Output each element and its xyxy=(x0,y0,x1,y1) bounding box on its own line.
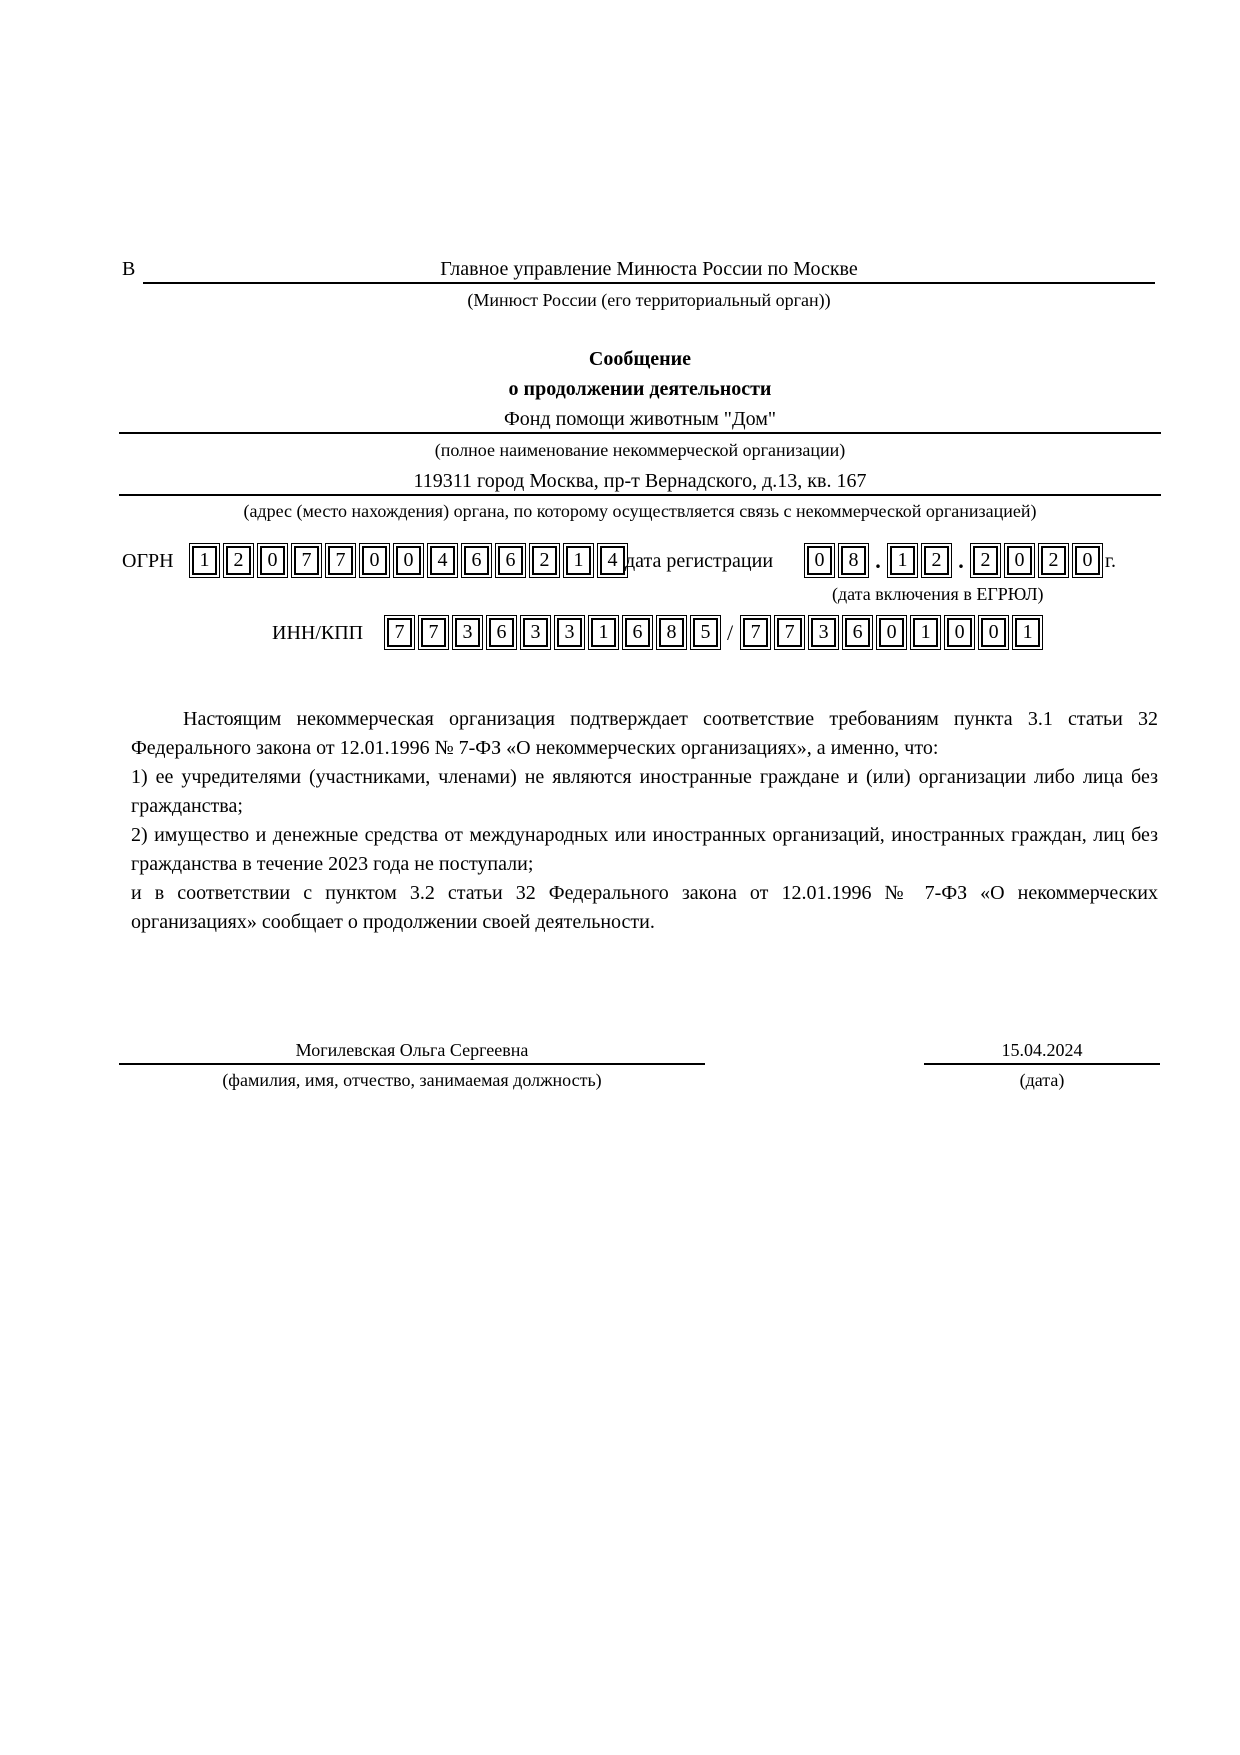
signatory-underline xyxy=(119,1063,705,1065)
body-paragraph-2: 1) ее учредителями (участниками, членами) не являются иностранные граждане и (или) организации либо лица без гражданства; xyxy=(131,766,1158,817)
kpp-digit: 0 xyxy=(981,618,1006,647)
inn-digit: 1 xyxy=(591,618,616,647)
date-year-digit: 0 xyxy=(1075,546,1100,575)
organization-address: 119311 город Москва, пр-т Вернадского, д.13, кв. 167 xyxy=(413,470,867,492)
kpp-digit: 7 xyxy=(777,618,802,647)
body-paragraph-1: Настоящим некоммерческая организация подтверждает соответствие требованиям пункта 3.1 статьи 32 Федерального закона от 12.01.1996 № 7-ФЗ «О некоммерческих организациях», а именно, что: xyxy=(131,708,1158,759)
kpp-digit: 6 xyxy=(845,618,870,647)
inn-digit: 6 xyxy=(625,618,650,647)
body-paragraph-3: 2) имущество и денежные средства от международных или иностранных организаций, иностранных граждан, лиц без гражданства в течение 2023 года не поступали; xyxy=(131,824,1158,875)
organization-address-caption: (адрес (место нахождения) органа, по которому осуществляется связь с некоммерческой организацией) xyxy=(243,501,1037,521)
body-text xyxy=(131,705,1158,937)
inn-kpp-label: ИНН/КПП xyxy=(272,622,364,644)
inn-kpp-slash: / xyxy=(727,619,734,645)
organization-name-underline xyxy=(119,432,1161,434)
signatory-name: Могилевская Ольга Сергеевна xyxy=(295,1040,529,1060)
inn-digit: 7 xyxy=(421,618,446,647)
ogrn-digit: 2 xyxy=(532,546,557,575)
date-year-digit: 2 xyxy=(973,546,998,575)
ogrn-digit: 1 xyxy=(566,546,591,575)
date-day-digit: 8 xyxy=(841,546,866,575)
signature-date: 15.04.2024 xyxy=(1001,1040,1083,1060)
organization-name: Фонд помощи животным "Дом" xyxy=(503,408,777,430)
date-year-digit: 2 xyxy=(1041,546,1066,575)
body-paragraph-4: и в соответствии с пунктом 3.2 статьи 32 Федерального закона от 12.01.1996 № 7-ФЗ «О некоммерческих организациях» сообщает о продолжении своей деятельности. xyxy=(131,882,1158,933)
kpp-digit: 0 xyxy=(947,618,972,647)
signature-date-caption: (дата) xyxy=(1019,1070,1065,1090)
inn-digit: 3 xyxy=(455,618,480,647)
recipient-caption: (Минюст России (его территориальный орган)) xyxy=(467,290,831,310)
ogrn-label: ОГРН xyxy=(122,550,174,572)
inn-digit: 7 xyxy=(387,618,412,647)
recipient-name: Главное управление Минюста России по Москве xyxy=(440,258,858,280)
inn-kpp-boxes xyxy=(387,618,1049,647)
ogrn-digit: 0 xyxy=(396,546,421,575)
ogrn-digit: 2 xyxy=(226,546,251,575)
ogrn-digit: 4 xyxy=(600,546,625,575)
document-subtitle: о продолжении деятельности xyxy=(508,378,772,400)
date-month-digit: 1 xyxy=(890,546,915,575)
ogrn-boxes xyxy=(192,546,634,575)
date-separator: . xyxy=(875,547,881,573)
signature-date-underline xyxy=(924,1063,1160,1065)
registration-date-boxes xyxy=(807,546,1109,575)
recipient-prefix: В xyxy=(122,258,136,280)
kpp-digit: 7 xyxy=(743,618,768,647)
recipient-underline xyxy=(143,282,1155,284)
ogrn-digit: 4 xyxy=(430,546,455,575)
ogrn-digit: 0 xyxy=(260,546,285,575)
date-separator: . xyxy=(958,547,964,573)
ogrn-digit: 7 xyxy=(294,546,319,575)
signatory-caption: (фамилия, имя, отчество, занимаемая должность) xyxy=(222,1070,602,1090)
registration-date-caption: (дата включения в ЕГРЮЛ) xyxy=(832,584,1044,604)
organization-name-caption: (полное наименование некоммерческой организации) xyxy=(434,440,846,460)
kpp-digit: 3 xyxy=(811,618,836,647)
kpp-digit: 1 xyxy=(1015,618,1040,647)
inn-digit: 3 xyxy=(557,618,582,647)
ogrn-digit: 1 xyxy=(192,546,217,575)
ogrn-digit: 0 xyxy=(362,546,387,575)
ogrn-digit: 7 xyxy=(328,546,353,575)
date-day-digit: 0 xyxy=(807,546,832,575)
date-year-suffix: г. xyxy=(1105,550,1116,572)
inn-digit: 6 xyxy=(489,618,514,647)
registration-date-label: дата регистрации xyxy=(625,550,774,572)
kpp-digit: 1 xyxy=(913,618,938,647)
date-month-digit: 2 xyxy=(924,546,949,575)
kpp-digit: 0 xyxy=(879,618,904,647)
inn-digit: 5 xyxy=(693,618,718,647)
inn-digit: 8 xyxy=(659,618,684,647)
ogrn-digit: 6 xyxy=(498,546,523,575)
document-title: Сообщение xyxy=(588,348,692,370)
organization-address-underline xyxy=(119,494,1161,496)
date-year-digit: 0 xyxy=(1007,546,1032,575)
inn-digit: 3 xyxy=(523,618,548,647)
ogrn-digit: 6 xyxy=(464,546,489,575)
